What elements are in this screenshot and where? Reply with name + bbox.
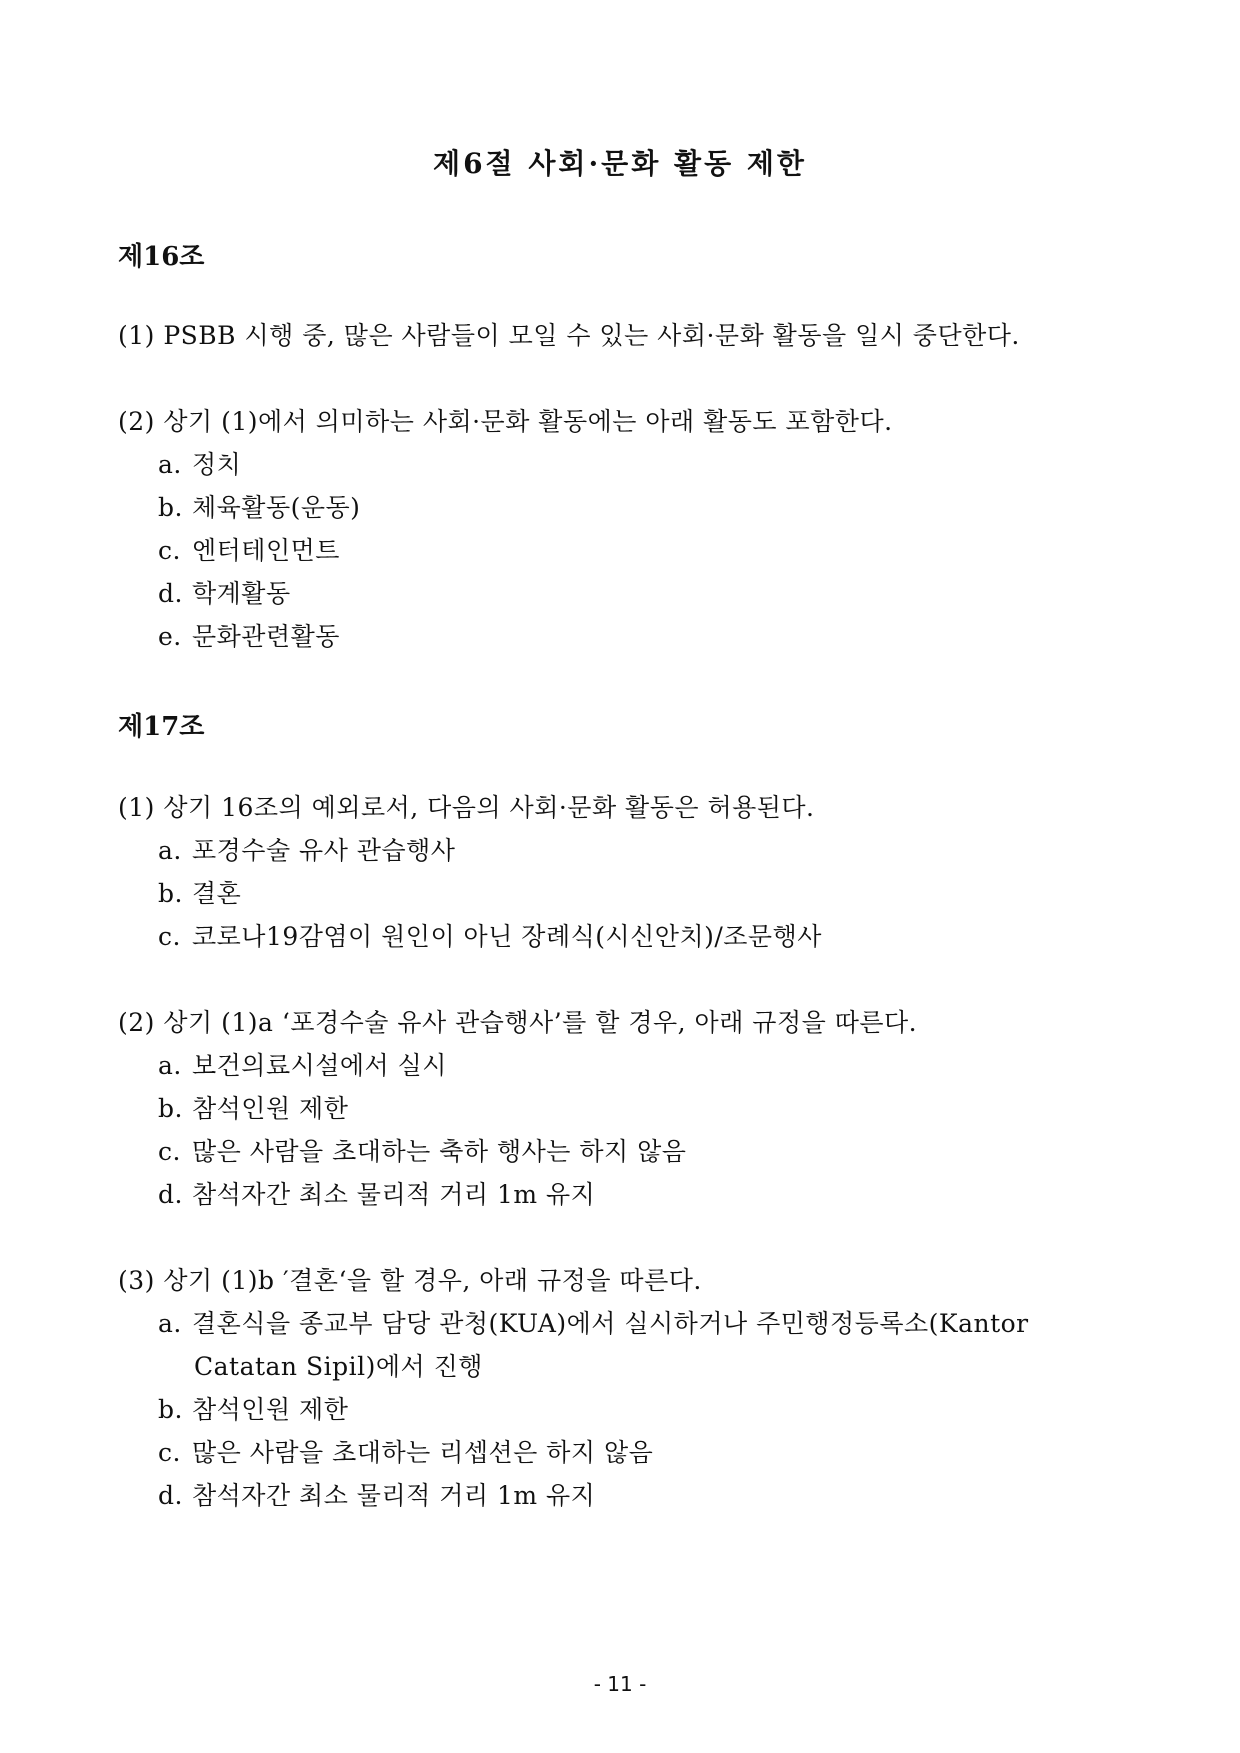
list-item-text: 코로나19감염이 원인이 아닌 장례식(시신안치)/조문행사 — [192, 922, 822, 951]
list-item-label: c. — [158, 922, 181, 951]
list-item-text: 참석인원 제한 — [192, 1395, 349, 1424]
list-item-text: 많은 사람을 초대하는 축하 행사는 하지 않음 — [192, 1137, 687, 1166]
list-item-text: 많은 사람을 초대하는 리셉션은 하지 않음 — [192, 1438, 654, 1467]
list-item-label: b. — [158, 493, 183, 522]
list-item — [158, 1050, 447, 1082]
list-item — [158, 1394, 348, 1426]
list-item-label: a. — [158, 1309, 182, 1338]
list-item-text: 참석인원 제한 — [192, 1094, 349, 1123]
list-item-text: 학계활동 — [192, 579, 291, 608]
list-item — [158, 1136, 686, 1168]
list-item-text: 정치 — [192, 450, 242, 479]
list-item-text: 참석자간 최소 물리적 거리 1m 유지 — [192, 1481, 596, 1510]
list-item-label: b. — [158, 1094, 183, 1123]
list-item — [158, 1179, 595, 1211]
list-item — [158, 1093, 348, 1125]
article-17-paragraph-2: (2) 상기 (1)a ‘포경수술 유사 관습행사’를 할 경우, 아래 규정을 따른다. — [118, 1008, 918, 1037]
list-item — [158, 835, 455, 867]
list-item-label: d. — [158, 1180, 183, 1209]
list-item-label: d. — [158, 1481, 183, 1510]
page-number: - 11 - — [593, 1672, 647, 1696]
list-item-label: c. — [158, 1137, 181, 1166]
list-item-text: 결혼 — [192, 879, 242, 908]
list-item — [158, 578, 291, 610]
article-17-title: 제17조 — [118, 712, 205, 742]
list-item-label: a. — [158, 836, 182, 865]
section-title: 제6절 사회·문화 활동 제한 — [433, 147, 807, 180]
list-item — [158, 449, 241, 481]
list-item — [158, 878, 241, 910]
list-item — [158, 492, 360, 524]
list-item-label: d. — [158, 579, 183, 608]
article-17-paragraph-3: (3) 상기 (1)b ′결혼‘을 할 경우, 아래 규정을 따른다. — [118, 1266, 702, 1295]
article-17-paragraph-1: (1) 상기 16조의 예외로서, 다음의 사회·문화 활동은 허용된다. — [118, 793, 815, 822]
list-item-text: 참석자간 최소 물리적 거리 1m 유지 — [192, 1180, 596, 1209]
list-item-text: 엔터테인먼트 — [192, 536, 340, 565]
article-16-title: 제16조 — [118, 242, 205, 272]
list-item-text: 결혼식을 종교부 담당 관청(KUA)에서 실시하거나 주민행정등록소(Kantor — [192, 1309, 1029, 1338]
list-item-text: Catatan Sipil)에서 진행 — [194, 1352, 483, 1381]
list-item-label: b. — [158, 879, 183, 908]
list-item — [158, 1437, 653, 1469]
list-item-label: a. — [158, 450, 182, 479]
list-item-text: 체육활동(운동) — [192, 493, 361, 522]
list-item-label: b. — [158, 1395, 183, 1424]
list-item-label: e. — [158, 622, 182, 651]
list-item — [158, 621, 340, 653]
list-item-label: a. — [158, 1051, 182, 1080]
list-item — [158, 535, 340, 567]
list-item-text: 문화관련활동 — [192, 622, 340, 651]
list-item-label: c. — [158, 536, 181, 565]
list-item — [158, 1308, 1029, 1340]
list-item-continuation — [194, 1351, 483, 1383]
article-16-paragraph-1: (1) PSBB 시행 중, 많은 사람들이 모일 수 있는 사회·문화 활동을 일시 중단한다. — [118, 321, 1020, 350]
article-16-paragraph-2: (2) 상기 (1)에서 의미하는 사회·문화 활동에는 아래 활동도 포함한다. — [118, 407, 893, 436]
list-item — [158, 1480, 595, 1512]
list-item-text: 보건의료시설에서 실시 — [192, 1051, 447, 1080]
list-item-label: c. — [158, 1438, 181, 1467]
list-item — [158, 921, 822, 953]
list-item-text: 포경수술 유사 관습행사 — [192, 836, 456, 865]
